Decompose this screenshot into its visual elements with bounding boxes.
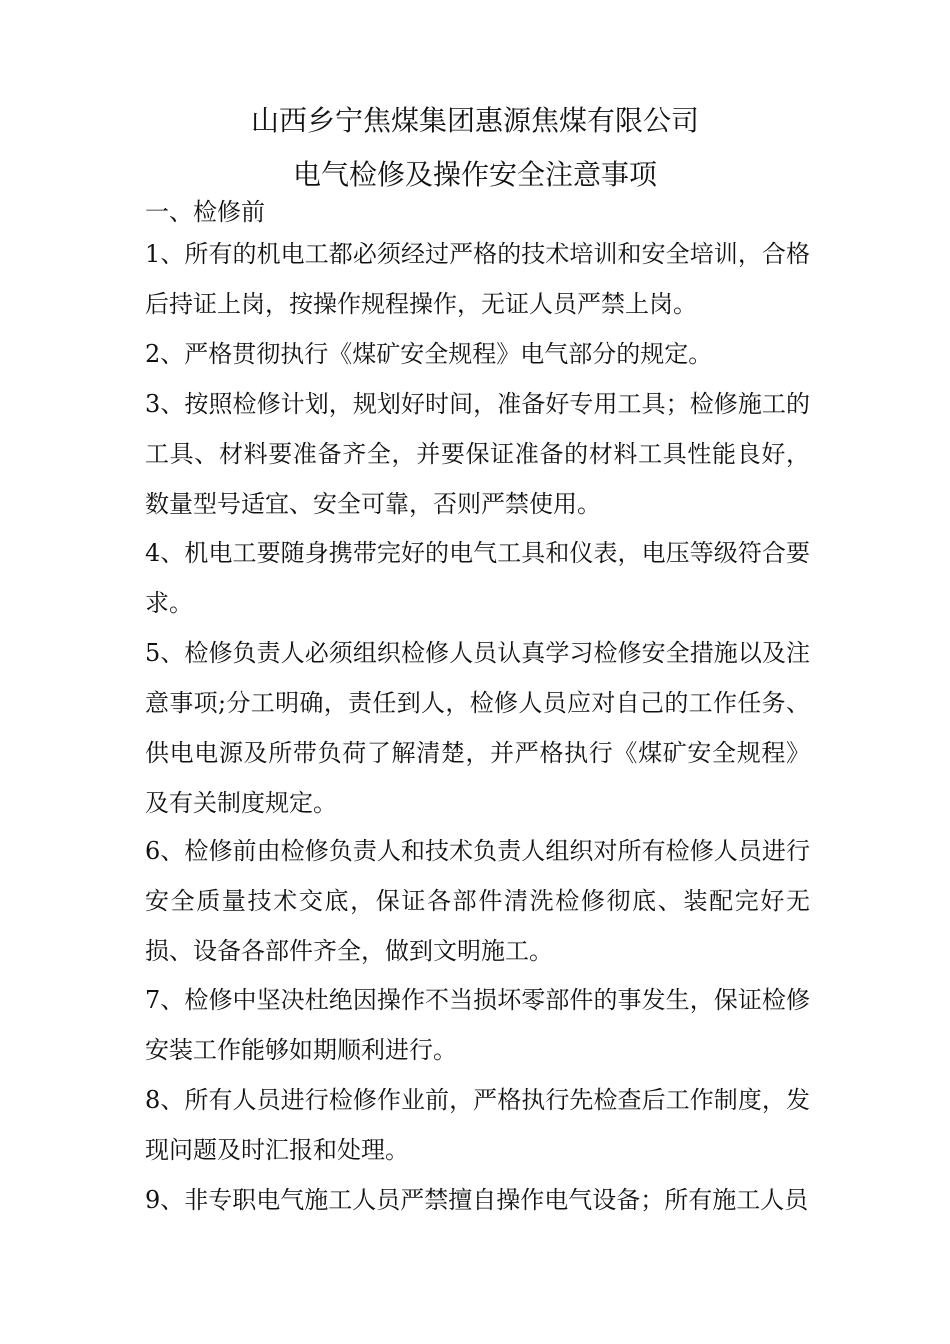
paragraph-5: 5、检修负责人必须组织检修人员认真学习检修安全措施以及注意事项;分工明确，责任到人，检修人员应对自己的工作任务、供电电源及所带负荷了解清楚，并严格执行《煤矿安全规程》及有关制度规定。 <box>145 639 810 817</box>
document-title-company: 山西乡宁焦煤集团惠源焦煤有限公司 <box>250 104 699 137</box>
paragraph-6: 6、检修前由检修负责人和技术负责人组织对所有检修人员进行安全质量技术交底，保证各部件清洗检修彻底、装配完好无损、设备各部件齐全，做到文明施工。 <box>145 837 810 965</box>
section-heading-before-maintenance: 一、检修前 <box>145 198 265 226</box>
paragraph-4: 4、机电工要随身携带完好的电气工具和仪表，电压等级符合要求。 <box>145 539 810 617</box>
paragraph-8: 8、所有人员进行检修作业前，严格执行先检查后工作制度，发现问题及时汇报和处理。 <box>145 1086 810 1164</box>
paragraph-1: 1、所有的机电工都必须经过严格的技术培训和安全培训，合格后持证上岗，按操作规程操作，无证人员严禁上岗。 <box>145 240 810 318</box>
document-title-subject: 电气检修及操作安全注意事项 <box>292 158 657 191</box>
paragraph-2: 2、严格贯彻执行《煤矿安全规程》电气部分的规定。 <box>145 340 713 368</box>
paragraph-7: 7、检修中坚决杜绝因操作不当损坏零部件的事发生，保证检修安装工作能够如期顺利进行。 <box>145 986 810 1064</box>
paragraph-3: 3、按照检修计划，规划好时间，准备好专用工具；检修施工的工具、材料要准备齐全，并要保证准备的材料工具性能良好，数量型号适宜、安全可靠，否则严禁使用。 <box>145 390 810 518</box>
paragraph-9: 9、非专职电气施工人员严禁擅自操作电气设备；所有施工人员 <box>145 1186 809 1214</box>
